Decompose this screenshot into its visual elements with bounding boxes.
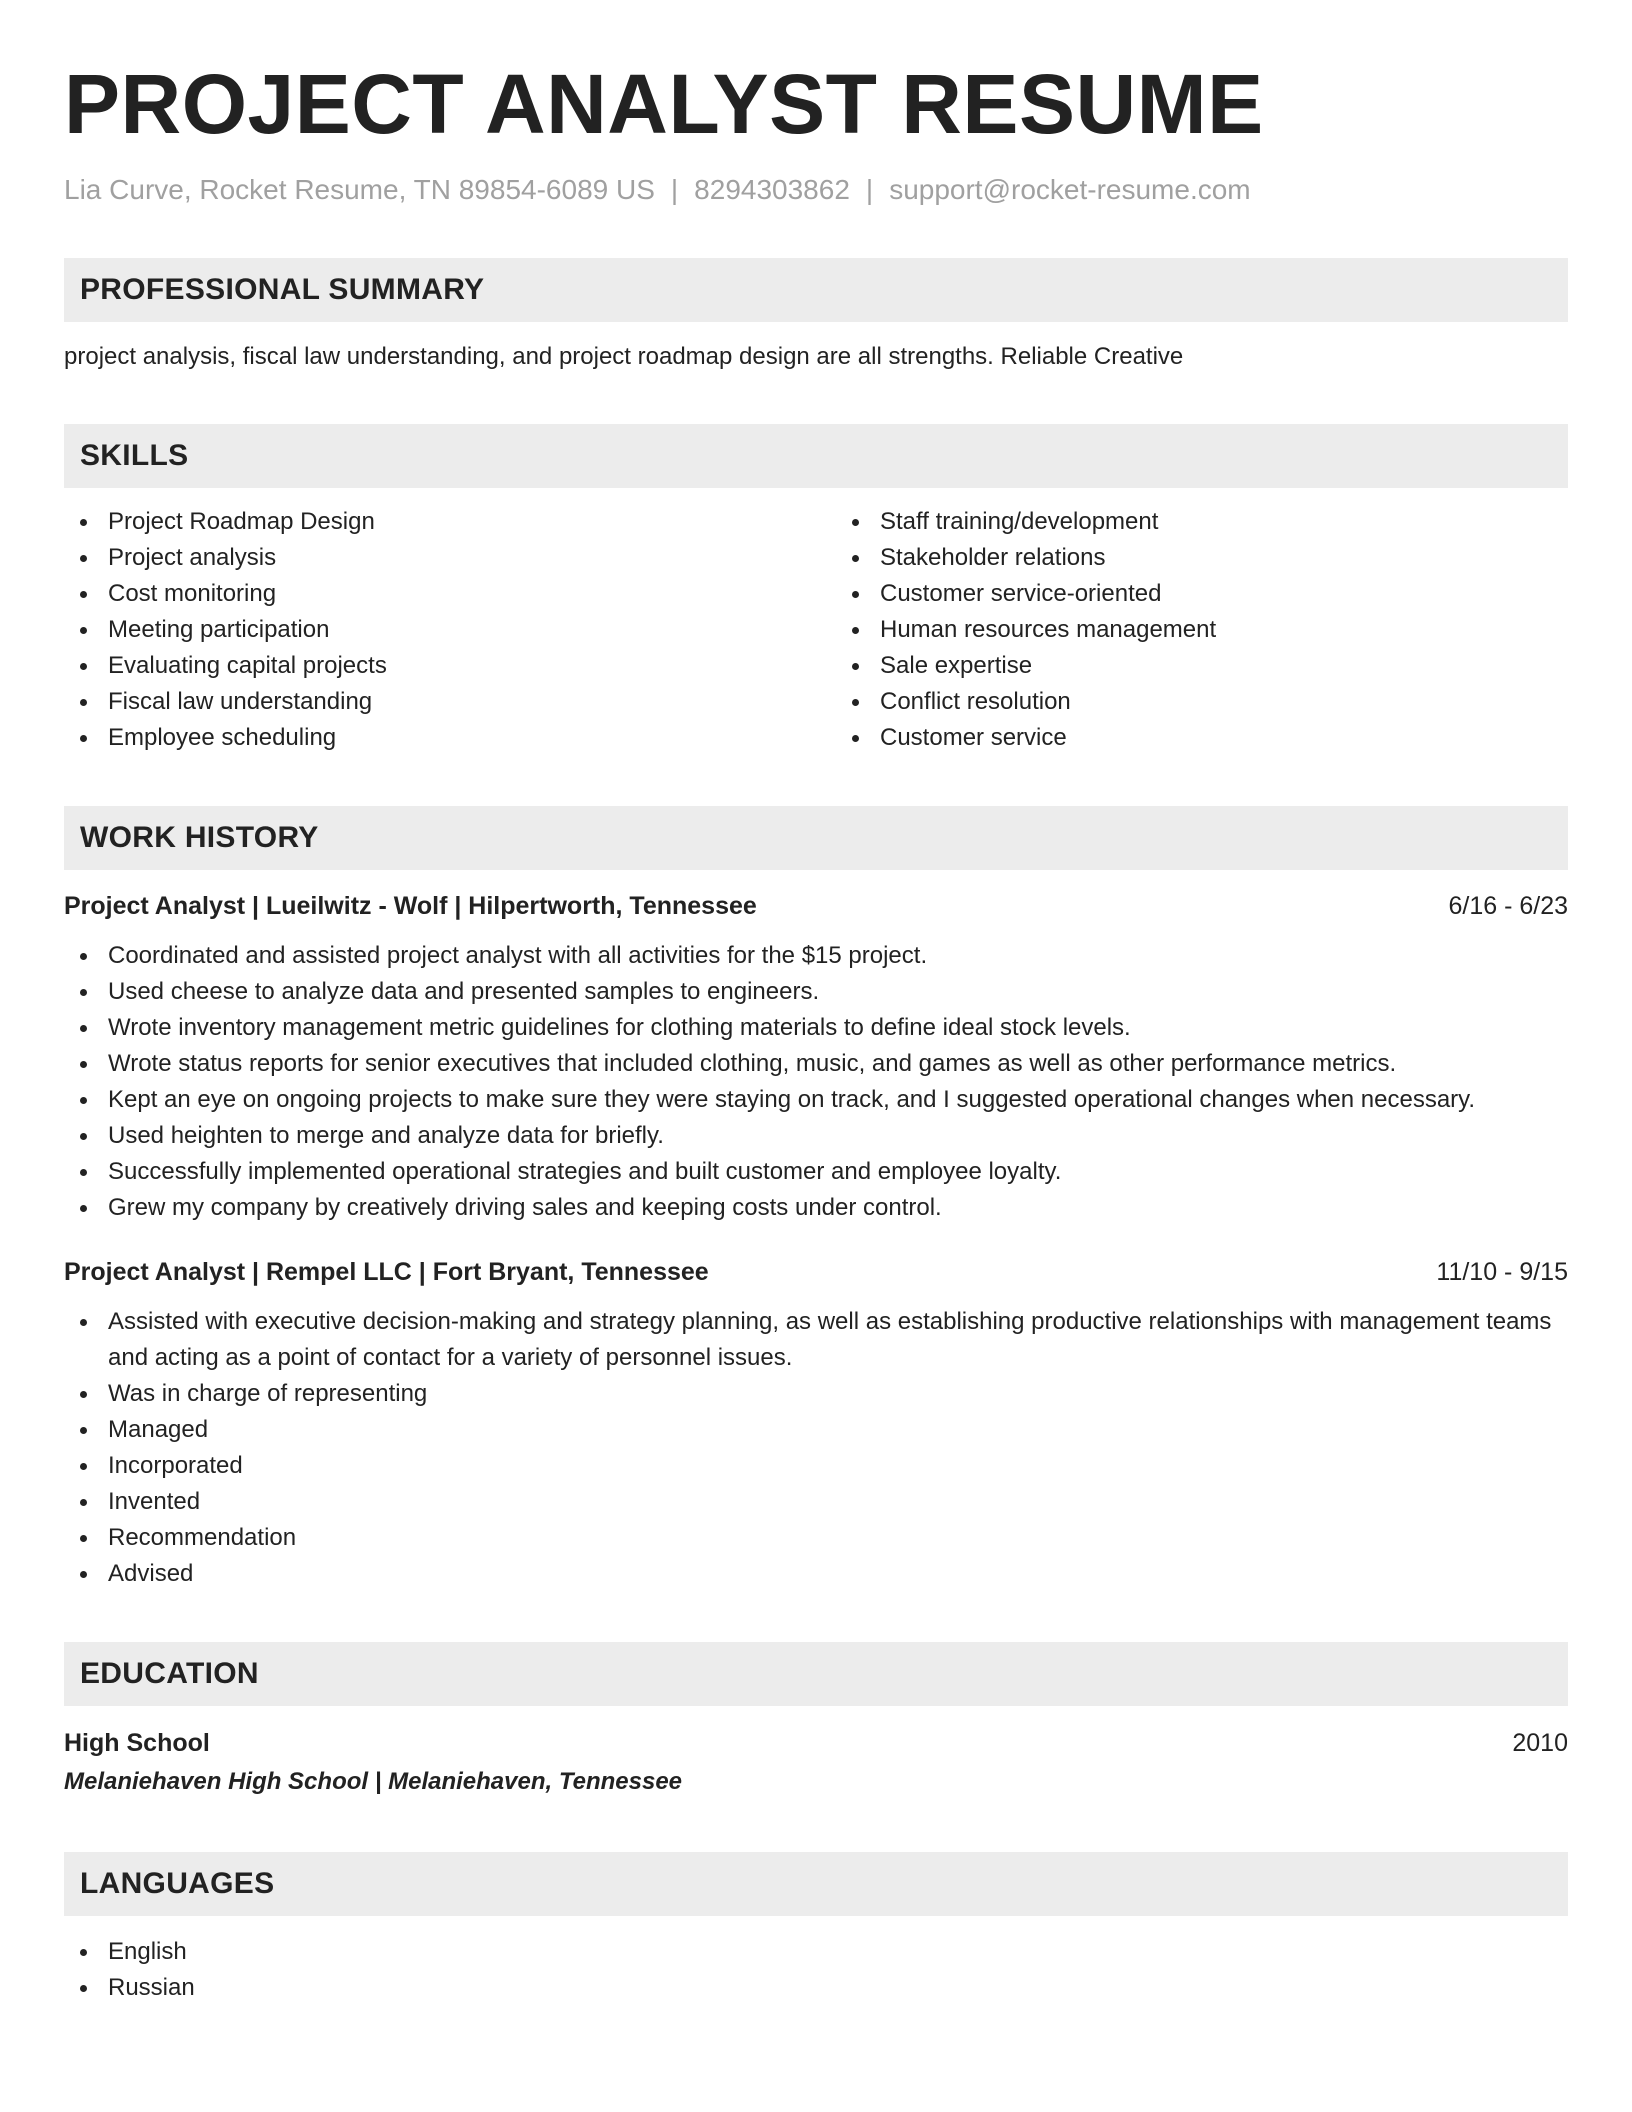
job-dates: 6/16 - 6/23 [1448, 892, 1568, 920]
job-bullet: Used heighten to merge and analyze data for briefly. [64, 1118, 1568, 1154]
job-bullet: Assisted with executive decision-making and strategy planning, as well as establishing productive relationships with management teams and acting as a point of contact for a variety of personnel issues. [64, 1304, 1568, 1376]
skills-grid [64, 504, 1568, 756]
summary-section-header [64, 258, 1568, 322]
education-row [64, 1724, 1568, 1762]
skills-section-header [64, 424, 1568, 488]
skill-item: Project Roadmap Design [64, 504, 796, 540]
job-title: Project Analyst | Lueilwitz - Wolf | Hilpertworth, Tennessee [64, 892, 757, 920]
contact-separator: | [865, 174, 874, 205]
job-bullet: Wrote status reports for senior executives that included clothing, music, and games as well as other performance metrics. [64, 1046, 1568, 1082]
summary-text: project analysis, fiscal law understanding, and project roadmap design are all strengths. Reliable Creative [64, 343, 1184, 370]
job-bullet: Grew my company by creatively driving sales and keeping costs under control. [64, 1190, 1568, 1226]
job-bullet: Successfully implemented operational strategies and built customer and employee loyalty. [64, 1154, 1568, 1190]
job-bullets [64, 938, 1568, 1226]
job-bullet: Recommendation [64, 1520, 1568, 1556]
skills-list-left [64, 504, 796, 756]
job-bullet: Kept an eye on ongoing projects to make sure they were staying on track, and I suggested operational changes when necessary. [64, 1082, 1568, 1118]
education-entry [64, 1724, 1568, 1802]
skill-item: Stakeholder relations [836, 540, 1568, 576]
job-title: Project Analyst | Rempel LLC | Fort Bryant, Tennessee [64, 1258, 709, 1286]
skill-item: Human resources management [836, 612, 1568, 648]
job-header [64, 1254, 1568, 1290]
education-school: Melaniehaven High School | Melaniehaven, Tennessee [64, 1768, 683, 1795]
skill-item: Sale expertise [836, 648, 1568, 684]
language-item: English [64, 1934, 1568, 1970]
contact-address: Lia Curve, Rocket Resume, TN 89854-6089 US [64, 174, 655, 205]
work-section-header [64, 806, 1568, 870]
contact-phone: 8294303862 [694, 174, 850, 205]
job-bullet: Was in charge of representing [64, 1376, 1568, 1412]
skill-item: Fiscal law understanding [64, 684, 796, 720]
contact-separator: | [670, 174, 679, 205]
contact-line [64, 172, 1568, 208]
job-bullet: Wrote inventory management metric guidelines for clothing materials to define ideal stock levels. [64, 1010, 1568, 1046]
work-heading: WORK HISTORY [80, 821, 319, 854]
skill-item: Cost monitoring [64, 576, 796, 612]
job-bullet: Incorporated [64, 1448, 1568, 1484]
summary-heading: PROFESSIONAL SUMMARY [80, 273, 485, 306]
skills-heading: SKILLS [80, 439, 189, 472]
job-bullet: Used cheese to analyze data and presented samples to engineers. [64, 974, 1568, 1010]
job-bullet: Managed [64, 1412, 1568, 1448]
language-item: Russian [64, 1970, 1568, 2006]
languages-list [64, 1934, 1568, 2006]
languages-heading: LANGUAGES [80, 1867, 275, 1900]
skill-item: Staff training/development [836, 504, 1568, 540]
skill-item: Employee scheduling [64, 720, 796, 756]
education-year: 2010 [1512, 1729, 1568, 1757]
skill-item: Customer service-oriented [836, 576, 1568, 612]
education-section-header [64, 1642, 1568, 1706]
skill-item: Customer service [836, 720, 1568, 756]
skill-item: Evaluating capital projects [64, 648, 796, 684]
resume-title: PROJECT ANALYST RESUME [64, 57, 1264, 151]
job-dates: 11/10 - 9/15 [1436, 1258, 1568, 1286]
education-degree: High School [64, 1729, 210, 1757]
education-heading: EDUCATION [80, 1657, 259, 1690]
job-bullet: Coordinated and assisted project analyst with all activities for the $15 project. [64, 938, 1568, 974]
job-header [64, 888, 1568, 924]
job-bullet: Invented [64, 1484, 1568, 1520]
skills-list-right [836, 504, 1568, 756]
job-entry [64, 888, 1568, 1226]
job-bullets [64, 1304, 1568, 1592]
skill-item: Project analysis [64, 540, 796, 576]
skill-item: Meeting participation [64, 612, 796, 648]
job-entry [64, 1254, 1568, 1592]
languages-section-header [64, 1852, 1568, 1916]
contact-email: support@rocket-resume.com [889, 174, 1251, 205]
skill-item: Conflict resolution [836, 684, 1568, 720]
job-bullet: Advised [64, 1556, 1568, 1592]
